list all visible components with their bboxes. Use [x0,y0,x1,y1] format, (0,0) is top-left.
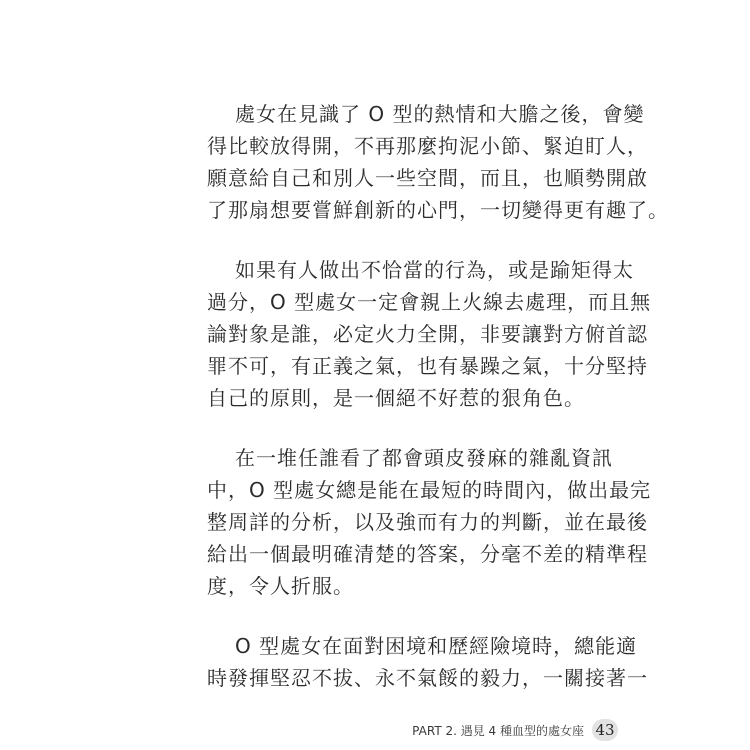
text-line: 整周詳的分析，以及強而有力的判斷，並在最後 [207,510,648,534]
text-line: 給出一個最明確清楚的答案，分毫不差的精準程 [207,542,648,566]
text-line: 自己的原則，是一個絕不好惹的狠角色。 [207,386,585,410]
text-line: 願意給自己和別人一些空間，而且，也順勢開啟 [207,166,648,190]
text-line: 罪不可，有正義之氣，也有暴躁之氣，十分堅持 [207,354,648,378]
text-line: 過分，O 型處女一定會親上火線去處理，而且無 [207,290,652,314]
text-line: 論對象是誰，必定火力全開，非要讓對方俯首認 [207,322,648,346]
text-line: 中，O 型處女總是能在最短的時間內，做出最完 [207,478,652,502]
page-footer [412,718,618,742]
paragraph-4 [207,630,648,694]
paragraph-1 [207,98,669,226]
text-line: 在一堆任誰看了都會頭皮發麻的雜亂資訊 [235,446,613,470]
text-line: 了那扇想要嘗鮮創新的心門，一切變得更有趣了。 [207,198,669,222]
text-line: 得比較放得開，不再那麼拘泥小節、緊迫盯人， [207,134,648,158]
text-line: 處女在見識了 O 型的熱情和大膽之後，會變 [235,102,645,126]
paragraph-3 [207,442,652,602]
text-line: 度，令人折服。 [207,574,354,598]
body-text [207,98,669,722]
text-line: O 型處女在面對困境和歷經險境時，總能適 [235,634,638,658]
page-number: 43 [592,719,618,741]
running-head: PART 2. 遇見 4 種血型的處女座 [412,723,584,738]
text-line: 如果有人做出不恰當的行為，或是踰矩得太 [235,258,634,282]
text-line: 時發揮堅忍不拔、永不氣餒的毅力，一關接著一 [207,666,648,690]
paragraph-2 [207,254,652,414]
